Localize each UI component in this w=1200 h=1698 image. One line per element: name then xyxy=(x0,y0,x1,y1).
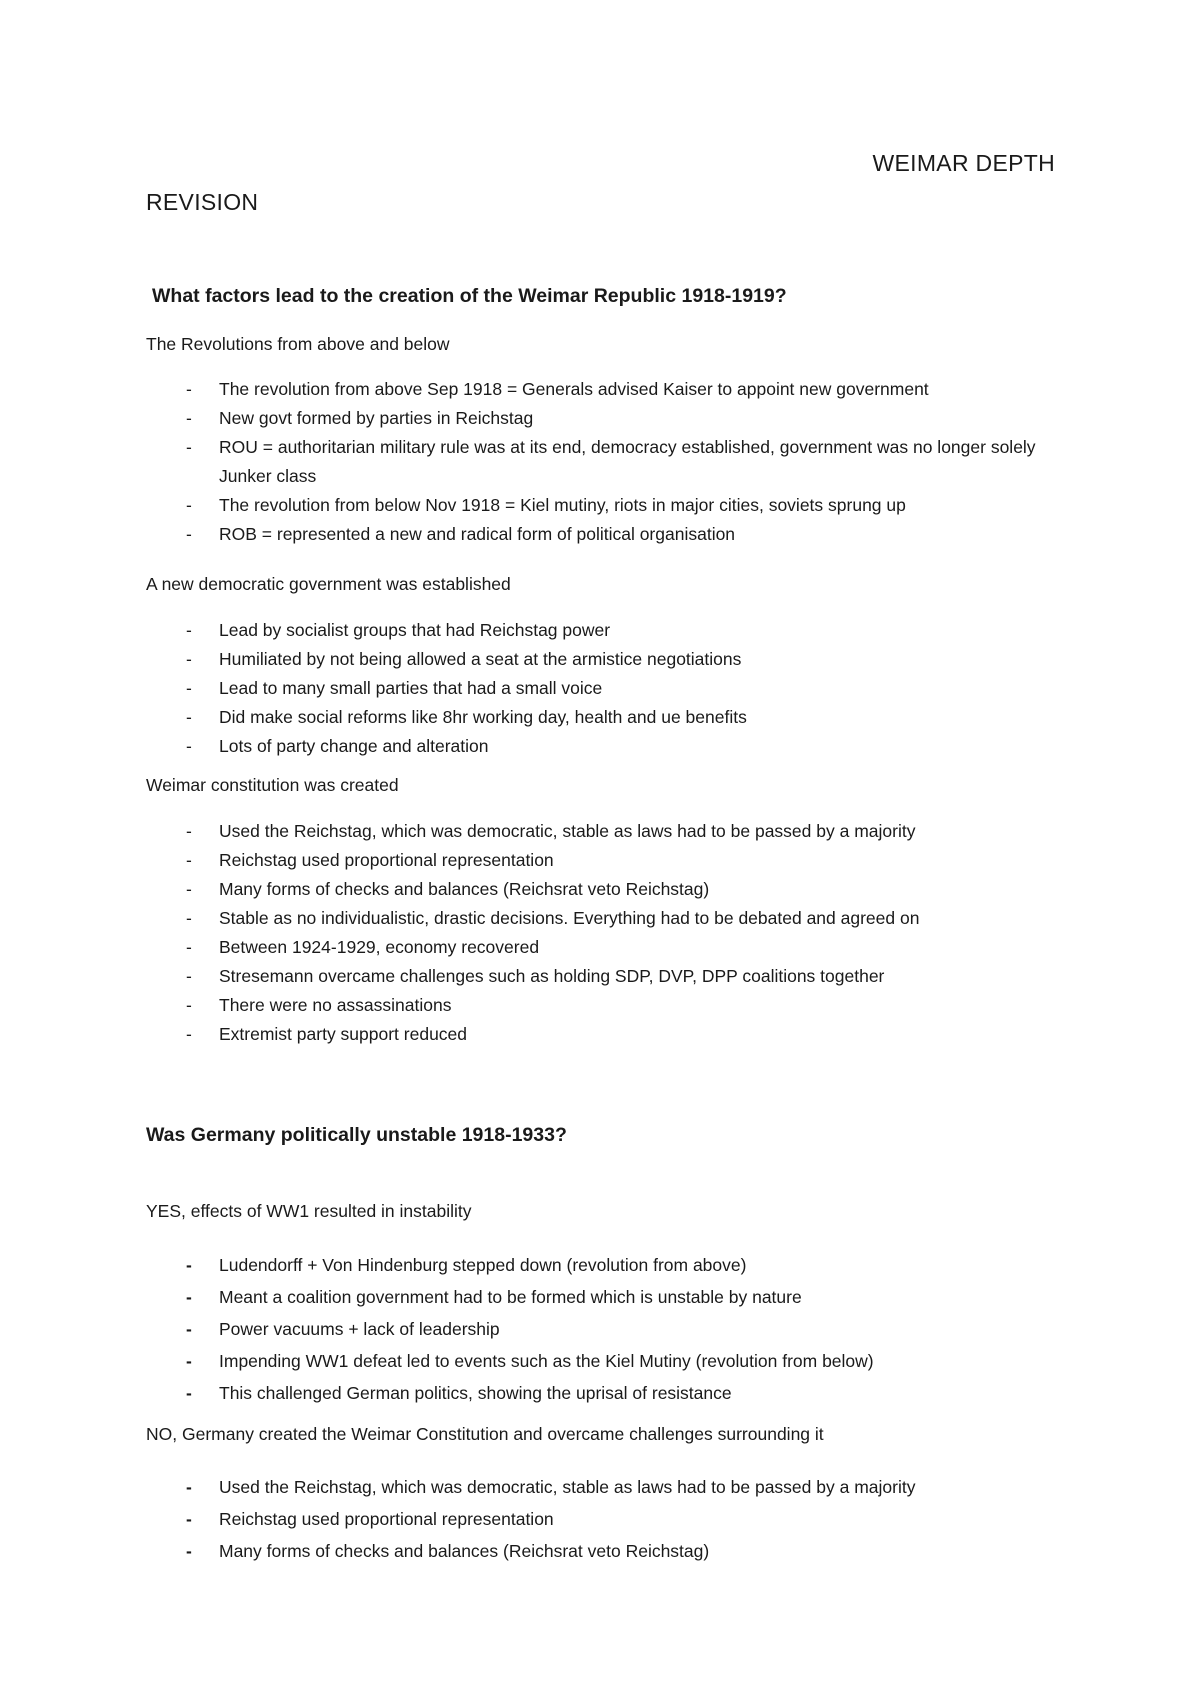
section2-group2-list xyxy=(146,1471,1066,1567)
list-item: - Used the Reichstag, which was democratic, stable as laws had to be passed by a majority xyxy=(146,817,1066,846)
section1-group2-list xyxy=(146,616,1066,761)
section2-group2 xyxy=(146,1424,1066,1445)
list-item: - Meant a coalition government had to be formed which is unstable by nature xyxy=(146,1281,1066,1313)
section1-group3-subheading: Weimar constitution was created xyxy=(146,775,399,795)
list-item: - Used the Reichstag, which was democratic, stable as laws had to be passed by a majority xyxy=(146,1471,1066,1503)
section1-heading: What factors lead to the creation of the Weimar Republic 1918-1919? xyxy=(152,285,787,307)
list-item: - This challenged German politics, showing the uprisal of resistance xyxy=(146,1377,1066,1409)
section2-group1-subheading: YES, effects of WW1 resulted in instability xyxy=(146,1201,472,1221)
section1-group1-list xyxy=(146,375,1066,549)
list-item: - Impending WW1 defeat led to events such as the Kiel Mutiny (revolution from below) xyxy=(146,1345,1066,1377)
list-item: - The revolution from above Sep 1918 = Generals advised Kaiser to appoint new government xyxy=(146,375,1066,404)
list-item: - Lead to many small parties that had a small voice xyxy=(146,674,1066,703)
section1-group2-subheading: A new democratic government was established xyxy=(146,574,511,594)
list-item: - Extremist party support reduced xyxy=(146,1020,1066,1049)
list-item: - Lots of party change and alteration xyxy=(146,732,1066,761)
list-item: - Humiliated by not being allowed a seat at the armistice negotiations xyxy=(146,645,1066,674)
document-title-left: REVISION xyxy=(146,189,259,215)
section2-group1-list-wrap xyxy=(146,1249,1066,1409)
section1-group2-list-wrap xyxy=(146,616,1066,761)
list-item: - Ludendorff + Von Hindenburg stepped down (revolution from above) xyxy=(146,1249,1066,1281)
section1-group1-list-wrap xyxy=(146,375,1066,549)
list-item: - Reichstag used proportional representation xyxy=(146,1503,1066,1535)
section2-group2-subheading: NO, Germany created the Weimar Constitution and overcame challenges surrounding it xyxy=(146,1424,824,1444)
list-item: - ROU = authoritarian military rule was at its end, democracy established, government was no longer solely Junker class xyxy=(146,433,1066,491)
section1-group2 xyxy=(146,574,1066,595)
document-title-right: WEIMAR DEPTH xyxy=(872,150,1055,176)
list-item: - Reichstag used proportional representation xyxy=(146,846,1066,875)
section1-group3-list xyxy=(146,817,1066,1049)
list-item: - The revolution from below Nov 1918 = Kiel mutiny, riots in major cities, soviets sprung up xyxy=(146,491,1066,520)
list-item: - Did make social reforms like 8hr working day, health and ue benefits xyxy=(146,703,1066,732)
section2-heading: Was Germany politically unstable 1918-1933? xyxy=(146,1124,567,1146)
list-item: - New govt formed by parties in Reichstag xyxy=(146,404,1066,433)
section1-group1 xyxy=(146,334,1066,355)
list-item: - ROB = represented a new and radical form of political organisation xyxy=(146,520,1066,549)
section2-group1 xyxy=(146,1201,1066,1222)
list-item: - There were no assassinations xyxy=(146,991,1066,1020)
section2-group1-list xyxy=(146,1249,1066,1409)
section2-heading-wrap xyxy=(146,1124,1066,1147)
section1-group1-subheading: The Revolutions from above and below xyxy=(146,334,450,354)
list-item: - Many forms of checks and balances (Reichsrat veto Reichstag) xyxy=(146,1535,1066,1567)
list-item: - Many forms of checks and balances (Reichsrat veto Reichstag) xyxy=(146,875,1066,904)
list-item: - Lead by socialist groups that had Reichstag power xyxy=(146,616,1066,645)
section1-heading-wrap xyxy=(152,285,1072,308)
list-item: - Power vacuums + lack of leadership xyxy=(146,1313,1066,1345)
list-item: - Stable as no individualistic, drastic decisions. Everything had to be debated and agreed on xyxy=(146,904,1066,933)
list-item: - Stresemann overcame challenges such as holding SDP, DVP, DPP coalitions together xyxy=(146,962,1066,991)
section1-group3-list-wrap xyxy=(146,817,1066,1049)
list-item: - Between 1924-1929, economy recovered xyxy=(146,933,1066,962)
section1-group3 xyxy=(146,775,1066,796)
section2-group2-list-wrap xyxy=(146,1471,1066,1567)
